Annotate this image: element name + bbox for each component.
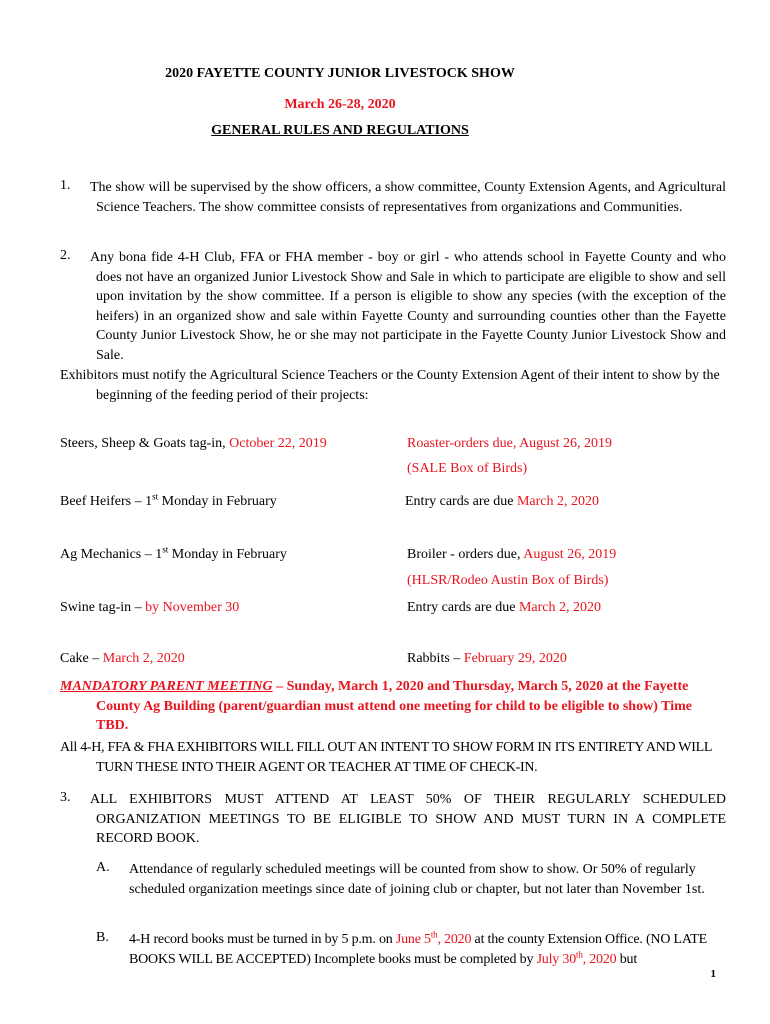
- mandatory-meeting: [60, 677, 726, 736]
- cake-deadline: [60, 651, 185, 667]
- rule-3-text: [90, 790, 726, 849]
- roaster-box: (SALE Box of Birds): [407, 461, 528, 476]
- steers-date: October 22, 2019: [229, 436, 327, 451]
- notify-text: Exhibitors must notify the Agricultural Science Teachers or the County Extension Agent of their intent to show by the beginning of the feeding period of their projects:: [60, 368, 720, 403]
- heifers-sup: st: [152, 491, 159, 502]
- rule-3-body: ALL EXHIBITORS MUST ATTEND AT LEAST 50% OF THEIR REGULARLY SCHEDULED ORGANIZATION MEETINGS TO BE ELIGIBLE TO SHOW AND MUST TURN IN A COMPLETE RECORD BOOK.: [90, 792, 726, 846]
- sub-b-d2: July 30: [536, 951, 577, 967]
- entry-cards-2: [407, 600, 601, 616]
- entry1-label: Entry cards are due: [405, 494, 517, 509]
- sub-b-t1: 4-H record books must be turned in by 5 p.m. on: [129, 932, 396, 947]
- sub-b-d1: June 5: [395, 932, 431, 947]
- swine-date: by November 30: [145, 600, 240, 615]
- roaster-orders: Roaster-orders due, August 26, 2019: [407, 436, 613, 451]
- cake-label: Cake –: [60, 651, 103, 666]
- entry2-label: Entry cards are due: [407, 600, 519, 615]
- sub-a-letter: A.: [96, 860, 110, 875]
- heifers-post: Monday in February: [158, 494, 277, 509]
- rule-1-text: [90, 178, 726, 217]
- cake-date: March 2, 2020: [102, 651, 185, 666]
- rule-1-number: 1.: [60, 178, 71, 193]
- entry-cards-1: [405, 494, 599, 510]
- section-heading: GENERAL RULES AND REGULATIONS: [211, 123, 469, 138]
- sub-b-text: [129, 930, 729, 969]
- rule-2-body: Any bona fide 4-H Club, FFA or FHA member - boy or girl - who attends school in Fayette County and who does not have an organized Junior Livestock Show and Sale in which to participate are eligible to show and sell upon invitation by the show committee. If a person is eligible to show any species (with the exception of the heifers) in an organized show and sale within Fayette County and surrounding counties other than the Fayette County Junior Livestock Show, he or she may not participate in the Fayette County Junior Livestock Show and Sale.: [90, 250, 726, 363]
- sub-b-d2-sup: th: [576, 948, 583, 959]
- rule-2-number: 2.: [60, 248, 71, 263]
- sub-b-d1b: , 2020: [437, 932, 472, 947]
- broiler-date: August 26, 2019: [523, 547, 617, 562]
- rabbits-date: February 29, 2020: [463, 651, 567, 666]
- intent-text: All 4-H, FFA & FHA EXHIBITORS WILL FILL OUT AN INTENT TO SHOW FORM IN ITS ENTIRETY AND WILL TURN THESE INTO THEIR AGENT OR TEACHER AT TIME OF CHECK-IN.: [60, 740, 712, 775]
- ag-mechanics: [60, 544, 287, 563]
- notify-paragraph: [60, 366, 726, 405]
- ag-pre: Ag Mechanics – 1: [60, 547, 163, 562]
- broiler-orders: [407, 547, 616, 563]
- swine-label: Swine tag-in –: [60, 600, 146, 615]
- sub-a-body: Attendance of regularly scheduled meetings will be counted from show to show. Or 50% of regularly scheduled organization meetings since date of joining club or chapter, but not later than November 1st.: [129, 862, 705, 897]
- show-dates: March 26-28, 2020: [284, 97, 396, 112]
- broiler-box: (HLSR/Rodeo Austin Box of Birds): [407, 573, 609, 588]
- rule-1-body: The show will be supervised by the show officers, a show committee, County Extension Agents, and Agricultural Science Teachers. The show committee consists of representatives from organizations and Communities.: [90, 180, 726, 215]
- sub-b-letter: B.: [96, 930, 109, 945]
- rule-3-number: 3.: [60, 790, 71, 805]
- beef-heifers: [60, 491, 277, 510]
- sub-b-t3: but: [616, 951, 638, 967]
- document-title: 2020 FAYETTE COUNTY JUNIOR LIVESTOCK SHOW: [165, 66, 515, 81]
- sub-a-text: [129, 860, 729, 899]
- entry1-date: March 2, 2020: [516, 494, 599, 509]
- mandatory-rest: – Sunday, March 1, 2020 and Thursday, March 5, 2020 at the Fayette County Ag Building (parent/guardian must attend one meeting for child to be eligible to show) Time TBD.: [96, 679, 692, 733]
- rabbits-label: Rabbits –: [407, 651, 464, 666]
- steers-label: Steers, Sheep & Goats tag-in,: [60, 436, 230, 451]
- swine-tag-in: [60, 600, 239, 616]
- rabbits-deadline: [407, 651, 567, 667]
- ag-post: Monday in February: [168, 547, 287, 562]
- rule-2-text: [90, 248, 726, 365]
- intent-paragraph: [60, 738, 726, 777]
- sub-b-t2: at the county Extension Office. (NO LATE BOOKS WILL BE ACCEPTED) Incomplete books must be completed by: [129, 932, 707, 967]
- broiler-label: Broiler - orders due,: [407, 547, 524, 562]
- page-number: 1: [710, 968, 716, 980]
- steers-tag-in: [60, 436, 327, 452]
- heifers-pre: Beef Heifers – 1: [60, 494, 153, 509]
- sub-b-d1-sup: th: [430, 929, 438, 940]
- entry2-date: March 2, 2020: [518, 600, 601, 615]
- sub-b-d2b: , 2020: [582, 951, 617, 967]
- ag-sup: st: [162, 544, 169, 555]
- mandatory-lead: MANDATORY PARENT MEETING: [60, 679, 273, 694]
